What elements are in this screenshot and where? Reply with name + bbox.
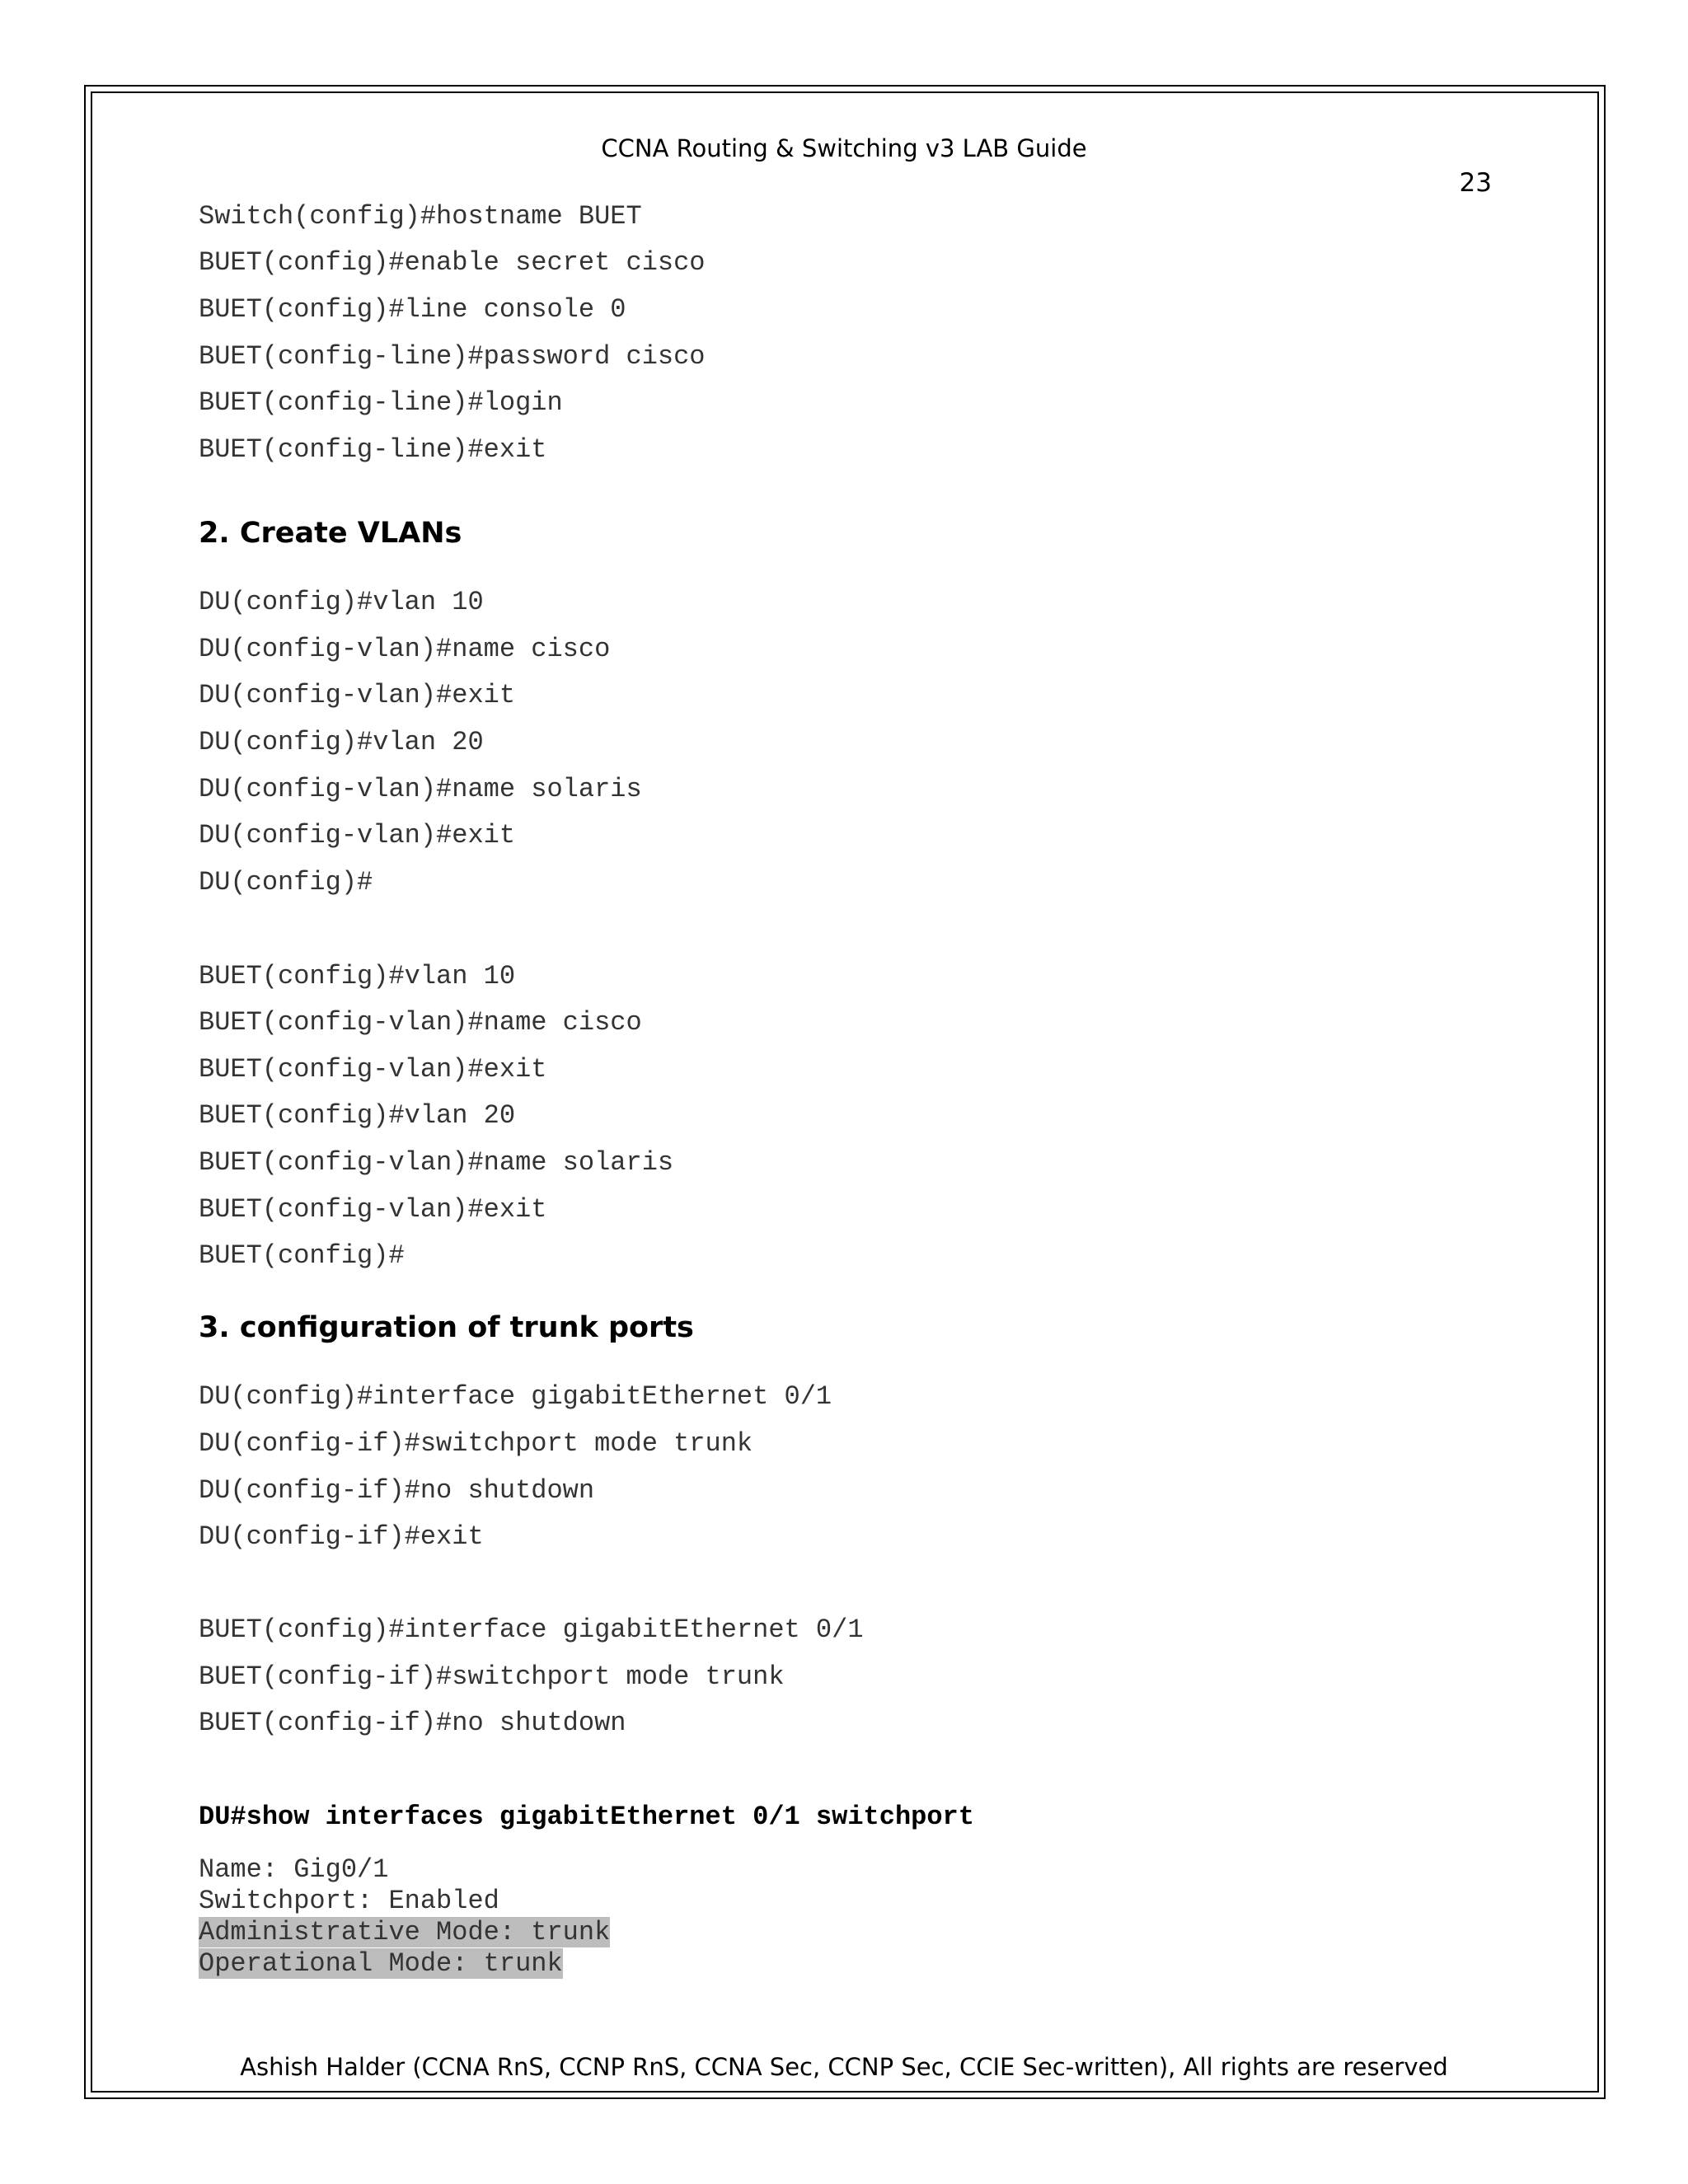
- code-line: DU(config-if)#no shutdown: [199, 1475, 595, 1506]
- section-heading-create-vlans: 2. Create VLANs: [199, 517, 462, 550]
- code-line: DU(config-vlan)#exit: [199, 820, 516, 851]
- code-line: DU(config-vlan)#name solaris: [199, 774, 642, 804]
- output-line: Name: Gig0/1: [199, 1854, 389, 1885]
- code-line: DU(config-vlan)#name cisco: [199, 634, 611, 664]
- code-line: DU(config-vlan)#exit: [199, 680, 516, 710]
- code-line: DU(config-if)#exit: [199, 1521, 484, 1552]
- page-footer: Ashish Halder (CCNA RnS, CCNP RnS, CCNA Sec, CCNP Sec, CCIE Sec-written), All rights are reserved: [240, 2053, 1448, 2081]
- code-line: BUET(config-vlan)#name solaris: [199, 1147, 674, 1178]
- code-line: BUET(config)#line console 0: [199, 294, 626, 325]
- code-line: BUET(config)#: [199, 1240, 405, 1271]
- page-header-title: CCNA Routing & Switching v3 LAB Guide: [601, 134, 1087, 162]
- code-line: BUET(config-if)#switchport mode trunk: [199, 1661, 785, 1692]
- page-number: 23: [1459, 168, 1492, 198]
- show-command: DU#show interfaces gigabitEthernet 0/1 switchport: [199, 1802, 974, 1832]
- code-line: BUET(config-vlan)#name cisco: [199, 1007, 642, 1038]
- code-line: DU(config)#interface gigabitEthernet 0/1: [199, 1381, 832, 1412]
- code-line: BUET(config-vlan)#exit: [199, 1194, 547, 1225]
- code-line: DU(config)#vlan 20: [199, 727, 484, 757]
- highlight-admin-mode: Administrative Mode: trunk: [199, 1917, 611, 1947]
- code-line: BUET(config-line)#exit: [199, 434, 547, 465]
- code-line: BUET(config-vlan)#exit: [199, 1054, 547, 1085]
- code-line: BUET(config-line)#login: [199, 387, 563, 418]
- code-line: BUET(config)#vlan 20: [199, 1100, 516, 1131]
- output-line: Switchport: Enabled: [199, 1886, 499, 1916]
- code-line: DU(config-if)#switchport mode trunk: [199, 1428, 753, 1459]
- code-line: BUET(config-line)#password cisco: [199, 341, 706, 372]
- code-line: BUET(config)#vlan 10: [199, 961, 516, 991]
- section-heading-trunk-ports: 3. configuration of trunk ports: [199, 1311, 694, 1344]
- code-line: BUET(config)#interface gigabitEthernet 0/1: [199, 1615, 864, 1645]
- code-line: BUET(config)#enable secret cisco: [199, 247, 706, 278]
- code-line: Switch(config)#hostname BUET: [199, 201, 642, 232]
- output-line-highlighted: [199, 1948, 563, 1980]
- code-line: BUET(config-if)#no shutdown: [199, 1708, 626, 1738]
- code-line: DU(config)#vlan 10: [199, 587, 484, 617]
- code-line: DU(config)#: [199, 867, 373, 898]
- output-line-highlighted: [199, 1917, 610, 1948]
- highlight-oper-mode: Operational Mode: trunk: [199, 1948, 563, 1979]
